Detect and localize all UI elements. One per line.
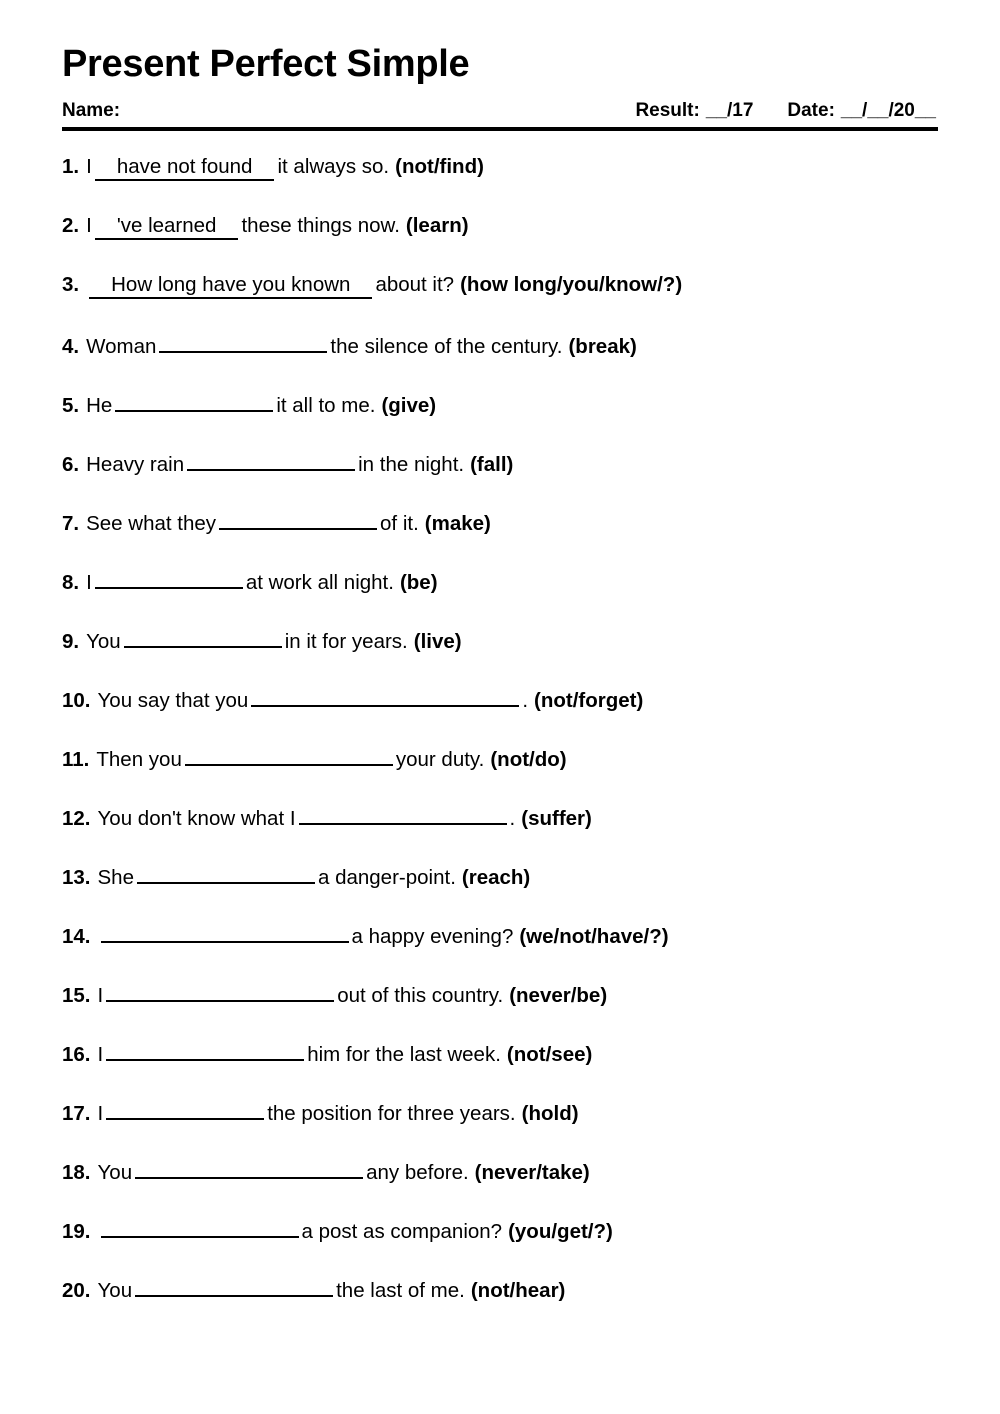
- question-row: [62, 747, 938, 806]
- answer-blank[interactable]: [115, 393, 273, 412]
- question-text-after: .: [509, 806, 516, 830]
- question-text-before: You don't know what I: [97, 806, 296, 830]
- answer-filled[interactable]: have not found: [95, 157, 275, 182]
- verb-hint: (make): [424, 511, 491, 535]
- verb-hint: (fall): [470, 452, 514, 476]
- question-text-after: at work all night.: [245, 570, 394, 594]
- question-text-before: He: [86, 393, 113, 417]
- verb-hint: (not/see): [506, 1042, 593, 1066]
- question-number: 3.: [62, 272, 80, 296]
- question-row: [62, 511, 938, 570]
- verb-hint: (not/do): [490, 747, 567, 771]
- question-text-after: .: [522, 688, 529, 712]
- question-text-before: I: [97, 983, 104, 1007]
- question-text-after: any before.: [366, 1160, 469, 1184]
- verb-hint: (not/forget): [534, 688, 644, 712]
- question-row: [62, 334, 938, 393]
- question-row: [62, 570, 938, 629]
- question-number: 2.: [62, 213, 80, 237]
- question-number: 20.: [62, 1278, 91, 1302]
- question-text-before: I: [86, 213, 92, 237]
- question-text-before: I: [97, 1042, 104, 1066]
- date-value[interactable]: __/__/20__: [840, 99, 936, 121]
- question-row: [62, 629, 938, 688]
- question-number: 1.: [62, 154, 80, 178]
- question-text-after: in it for years.: [284, 629, 408, 653]
- question-number: 17.: [62, 1101, 91, 1125]
- result-value[interactable]: __/17: [705, 99, 754, 121]
- answer-blank[interactable]: [219, 511, 377, 530]
- question-text-after: in the night.: [358, 452, 465, 476]
- answer-blank[interactable]: [101, 1219, 299, 1238]
- question-text-before: You say that you: [97, 688, 249, 712]
- question-row: [62, 1101, 938, 1160]
- question-number: 7.: [62, 511, 80, 535]
- verb-hint: (how long/you/know/?): [460, 272, 683, 296]
- question-text-before: You: [97, 1160, 133, 1184]
- result-label: Result:: [635, 99, 700, 121]
- question-row: [62, 924, 938, 983]
- question-number: 14.: [62, 924, 91, 948]
- question-text-after: your duty.: [395, 747, 485, 771]
- answer-filled[interactable]: How long have you known: [89, 275, 372, 300]
- question-text-after: a danger-point.: [317, 865, 456, 889]
- question-text-after: the position for three years.: [267, 1101, 516, 1125]
- header-divider: [62, 127, 938, 131]
- answer-blank[interactable]: [187, 452, 355, 471]
- verb-hint: (give): [381, 393, 437, 417]
- answer-blank[interactable]: [106, 1042, 304, 1061]
- verb-hint: (never/take): [474, 1160, 590, 1184]
- answer-blank[interactable]: [137, 865, 315, 884]
- question-row: [62, 1042, 938, 1101]
- question-text-before: I: [86, 154, 92, 178]
- verb-hint: (you/get/?): [508, 1219, 613, 1243]
- verb-hint: (never/be): [509, 983, 608, 1007]
- question-number: 10.: [62, 688, 91, 712]
- question-text-after: it all to me.: [276, 393, 376, 417]
- answer-blank[interactable]: [185, 747, 393, 766]
- question-row: [62, 272, 938, 334]
- question-text-before: I: [97, 1101, 104, 1125]
- question-row: [62, 1278, 938, 1337]
- result-field: [635, 100, 753, 122]
- question-number: 8.: [62, 570, 80, 594]
- question-text-after: of it.: [380, 511, 419, 535]
- answer-blank[interactable]: [159, 334, 327, 353]
- question-number: 19.: [62, 1219, 91, 1243]
- question-text-after: a post as companion?: [301, 1219, 503, 1243]
- question-number: 11.: [62, 747, 90, 771]
- question-number: 12.: [62, 806, 91, 830]
- question-list: [62, 154, 938, 1337]
- verb-hint: (be): [399, 570, 438, 594]
- question-number: 9.: [62, 629, 80, 653]
- question-text-after: a happy evening?: [351, 924, 514, 948]
- answer-blank[interactable]: [95, 570, 243, 589]
- answer-blank[interactable]: [101, 924, 349, 943]
- question-text-after: the last of me.: [336, 1278, 465, 1302]
- question-number: 13.: [62, 865, 91, 889]
- answer-blank[interactable]: [299, 806, 507, 825]
- question-text-before: You: [97, 1278, 133, 1302]
- verb-hint: (hold): [521, 1101, 579, 1125]
- answer-blank[interactable]: [135, 1278, 333, 1297]
- worksheet-meta-row: [62, 100, 938, 122]
- answer-blank[interactable]: [135, 1160, 363, 1179]
- question-row: [62, 452, 938, 511]
- question-text-after: him for the last week.: [307, 1042, 501, 1066]
- verb-hint: (suffer): [521, 806, 592, 830]
- question-row: [62, 393, 938, 452]
- answer-blank[interactable]: [106, 983, 334, 1002]
- verb-hint: (not/hear): [470, 1278, 566, 1302]
- verb-hint: (learn): [405, 213, 469, 237]
- question-text-before: Heavy rain: [86, 452, 185, 476]
- date-field: [787, 100, 936, 122]
- question-text-before: Then you: [96, 747, 182, 771]
- answer-blank[interactable]: [106, 1101, 264, 1120]
- question-text-after: these things now.: [241, 213, 400, 237]
- verb-hint: (break): [568, 334, 637, 358]
- verb-hint: (we/not/have/?): [519, 924, 669, 948]
- question-number: 16.: [62, 1042, 91, 1066]
- date-label: Date:: [787, 99, 835, 121]
- question-text-after: out of this country.: [337, 983, 504, 1007]
- question-row: [62, 154, 938, 216]
- question-number: 5.: [62, 393, 80, 417]
- verb-hint: (reach): [461, 865, 531, 889]
- question-row: [62, 983, 938, 1042]
- question-text-before: See what they: [86, 511, 217, 535]
- answer-blank[interactable]: [251, 688, 519, 707]
- answer-filled[interactable]: 've learned: [95, 216, 239, 241]
- page-title: Present Perfect Simple: [62, 43, 470, 85]
- question-row: [62, 1160, 938, 1219]
- question-number: 4.: [62, 334, 80, 358]
- question-row: [62, 213, 938, 275]
- question-row: [62, 688, 938, 747]
- question-number: 18.: [62, 1160, 91, 1184]
- question-text-before: I: [86, 570, 92, 594]
- answer-blank[interactable]: [124, 629, 282, 648]
- meta-right-group: [635, 100, 938, 122]
- question-text-before: Woman: [86, 334, 157, 358]
- question-text-after: the silence of the century.: [330, 334, 563, 358]
- question-text-before: She: [97, 865, 134, 889]
- question-row: [62, 1219, 938, 1278]
- verb-hint: (not/find): [395, 154, 484, 178]
- question-row: [62, 865, 938, 924]
- question-text-before: You: [86, 629, 121, 653]
- question-number: 6.: [62, 452, 80, 476]
- verb-hint: (live): [413, 629, 462, 653]
- question-text-after: it always so.: [277, 154, 390, 178]
- question-number: 15.: [62, 983, 91, 1007]
- question-row: [62, 806, 938, 865]
- question-text-after: about it?: [375, 272, 455, 296]
- name-label: Name:: [62, 99, 121, 121]
